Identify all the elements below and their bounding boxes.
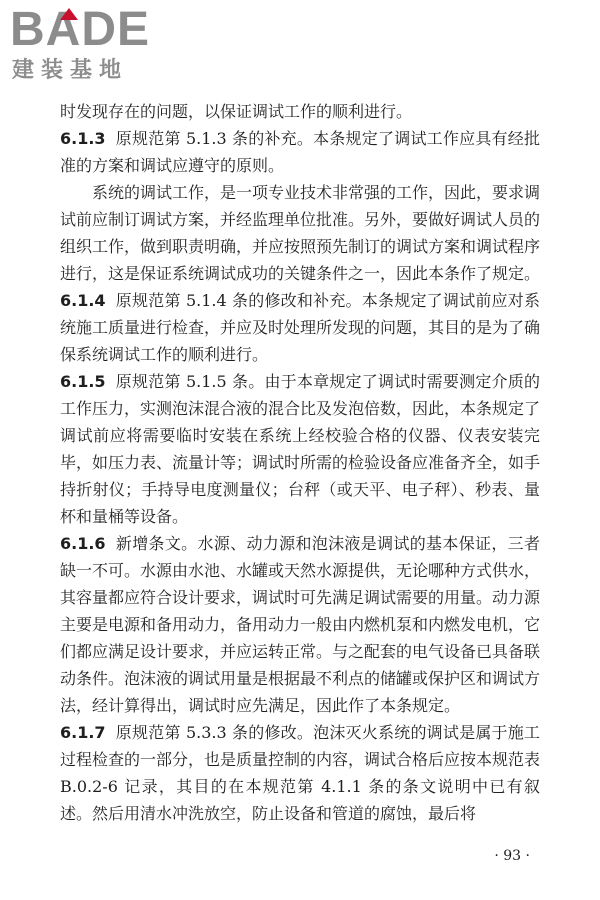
logo-red-triangle xyxy=(60,8,78,20)
intro-paragraph: 时发现存在的问题，以保证调试工作的顺利进行。 xyxy=(60,102,413,121)
clause-number: 6.1.6 xyxy=(60,534,106,553)
section-6-1-4-paragraph xyxy=(60,287,540,368)
clause-number: 6.1.7 xyxy=(60,723,106,742)
section-6-1-3-paragraph-1 xyxy=(60,125,540,179)
clause-number: 6.1.5 xyxy=(60,372,106,391)
clause-number: 6.1.4 xyxy=(60,291,106,310)
clause-text: 原规范第 5.3.3 条的修改。泡沫灭火系统的调试是属于施工过程检查的一部分，也是质量控制的内容，调试合格后应按本规范表 B.0.2-6 记录，其目的在本规范第 4.1.1 条的条文说明中已有叙述。然后用清水冲洗放空，防止设备和管道的腐蚀，最后将 xyxy=(60,723,541,823)
clause-number: 6.1.3 xyxy=(60,129,106,148)
bade-logo xyxy=(10,4,190,88)
clause-text: 新增条文。水源、动力源和泡沫液是调试的基本保证，三者缺一不可。水源由水池、水罐或天然水源提供，无论哪种方式供水，其容量都应符合设计要求，调试时可先满足调试需要的用量。动力源主要是电源和备用动力，备用动力一般由内燃机泵和内燃发电机，它们都应满足设计要求，并应运转正常。与之配套的电气设备已具备联动条件。泡沫液的调试用量是根据最不利点的储罐或保护区和调试方法，经计算得出，调试时应先满足，因此作了本条规定。 xyxy=(60,534,541,715)
clause-text: 原规范第 5.1.4 条的修改和补充。本条规定了调试前应对系统施工质量进行检查，并应及时处理所发现的问题，其目的是为了确保系统调试工作的顺利进行。 xyxy=(60,291,541,364)
logo-subtitle: 建装基地 xyxy=(12,58,129,83)
section-6-1-7-paragraph xyxy=(60,719,540,827)
section-6-1-5-paragraph xyxy=(60,368,540,530)
section-6-1-3-paragraph-2: 系统的调试工作，是一项专业技术非常强的工作，因此，要求调试前应制订调试方案，并经监理单位批准。另外，要做好调试人员的组织工作，做到职责明确，并应按照预先制订的调试方案和调试程序进行，这是保证系统调试成功的关键条件之一，因此本条作了规定。 xyxy=(60,183,541,283)
document-body xyxy=(60,98,540,827)
section-6-1-6-paragraph xyxy=(60,530,540,719)
logo-brand: BADE xyxy=(10,3,151,56)
clause-text: 原规范第 5.1.3 条的补充。本条规定了调试工作应具有经批准的方案和调试应遵守的原则。 xyxy=(60,129,540,175)
page-number: · 93 · xyxy=(494,848,530,864)
clause-text: 原规范第 5.1.5 条。由于本章规定了调试时需要测定介质的工作压力，实测泡沫混合液的混合比及发泡倍数，因此，本条规定了调试前应将需要临时安装在系统上经校验合格的仪器、仪表安装完毕，如压力表、流量计等；调试时所需的检验设备应准备齐全，如手持折射仪；手持导电度测量仪；台秤（或天平、电子秤）、秒表、量杯和量桶等设备。 xyxy=(60,372,541,526)
